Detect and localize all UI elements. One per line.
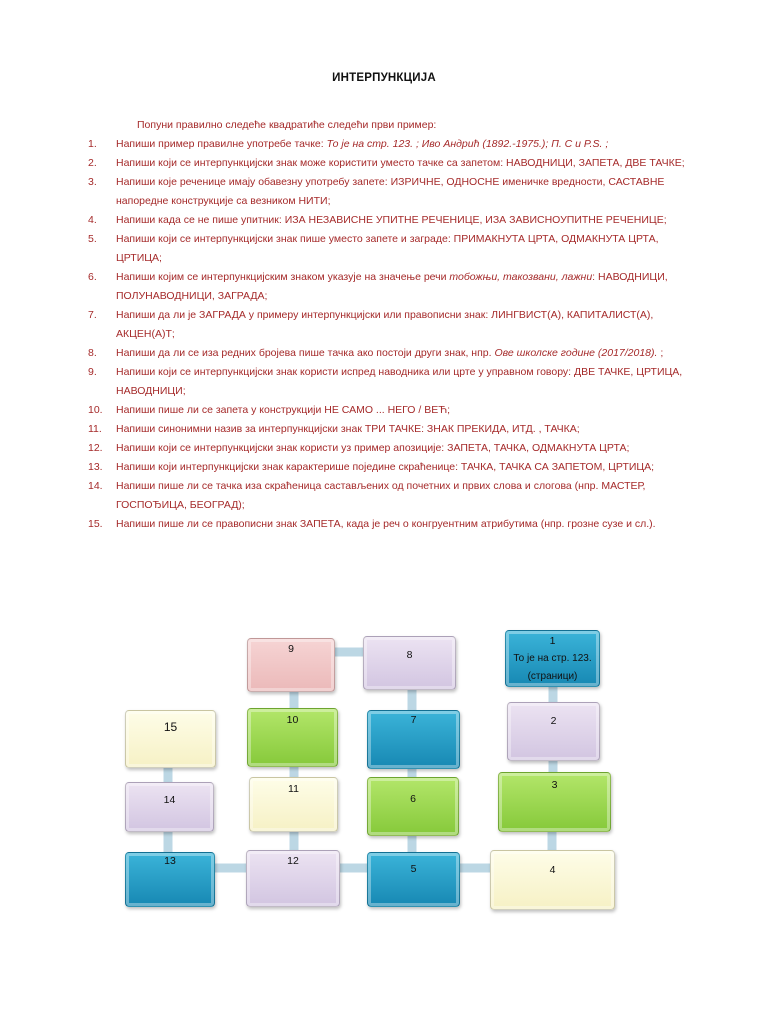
document-title: ИНТЕРПУНКЦИЈА <box>332 72 436 84</box>
box-5 <box>367 852 460 907</box>
task-number: 12. <box>88 442 103 454</box>
box-14 <box>125 782 214 832</box>
box-15 <box>125 710 216 768</box>
box-9 <box>247 638 335 692</box>
task-number: 1. <box>88 138 97 150</box>
task-text: Напиши пише ли се тачка иза скраћеница састављених од почетних и првих слова и слогова (нпр. МАСТЕР, ГОСПОЂИЦА, БЕОГРАД); <box>116 480 646 511</box>
task-text: Напиши који се интерпункцијски знак пише уместо запете и заграде: ПРИМАКНУТА ЦРТА, ОДМАКНУТА ЦРТА, ЦРТИЦА; <box>116 233 659 264</box>
box-2 <box>507 702 600 761</box>
task-number: 2. <box>88 157 97 169</box>
task-example-text: Ове школске године (2017/2018). <box>494 347 658 359</box>
task-number: 10. <box>88 404 103 416</box>
task-text: ; <box>657 347 664 359</box>
box-10 <box>247 708 338 767</box>
task-text: Напиши који се интерпункцијски знак користи испред наводника или црте у управном говору: ДВЕ ТАЧКЕ, ЦРТИЦА, НАВОДНИЦИ; <box>116 366 683 397</box>
task-item <box>88 401 688 420</box>
box-2-number: 2 <box>550 715 557 727</box>
task-number: 15. <box>88 518 103 530</box>
task-item <box>88 154 688 173</box>
task-item <box>88 458 688 477</box>
box-5-number: 5 <box>410 863 417 875</box>
task-list <box>88 135 688 534</box>
task-number: 7. <box>88 309 97 321</box>
task-example-text: тобожњи, такозвани, лажни <box>449 271 593 283</box>
task-number: 3. <box>88 176 97 188</box>
task-text: Напиши који се интерпункцијски знак може користити уместо тачке са зaпетом: НАВОДНИЦИ, ЗАПЕТА, ДВЕ ТАЧКЕ; <box>116 157 685 169</box>
task-text: Напиши који се интерпункцијски знак користи уз пример апозиције: ЗАПЕТА, ТАЧКА, ОДМАКНУТА ЦРТА; <box>116 442 630 454</box>
task-number: 9. <box>88 366 97 378</box>
task-item <box>88 420 688 439</box>
task-text: : НАВОДНИЦИ, ПОЛУНАВОДНИЦИ, ЗАГРАДА; <box>116 271 668 302</box>
task-item <box>88 515 688 534</box>
task-text: Напиши које реченице имају обавезну употребу запете: ИЗРИЧНЕ, ОДНОСНЕ именичке вредности, САСТАВНЕ напоредне конструкције са везником НИТИ; <box>116 176 665 207</box>
task-text: Напиши да ли се иза редних бројева пише тачка ако постоји други знак, нпр. <box>116 347 495 359</box>
task-item <box>88 268 688 306</box>
task-example-text: То је на стр. 123. ; Иво Андрић (1892.-1975.); П. С и P.S. ; <box>326 138 609 150</box>
task-text: Напиши када се не пише упитник: ИЗА НЕЗАВИСНЕ УПИТНЕ РЕЧЕНИЦЕ, ИЗА ЗАВИСНОУПИТНЕ РЕЧЕНИЦЕ; <box>116 214 667 226</box>
task-item <box>88 306 688 344</box>
box-7 <box>367 710 460 769</box>
box-14-number: 14 <box>163 794 176 806</box>
task-text: Напиши пример правилне употребе тачке: <box>116 138 327 150</box>
task-text: Напиши пише ли се запета у конструкцији НЕ САМО ... НЕГО / ВЕЋ; <box>116 404 451 416</box>
box-13 <box>125 852 215 907</box>
box-9-number: 9 <box>288 643 294 655</box>
box-6 <box>367 777 459 836</box>
box-7-number: 7 <box>410 714 417 726</box>
task-text: Напиши да ли је ЗАГРАДА у примеру интерпункцијски или правописни знак: ЛИНГВИСТ(А), КАПИТАЛИСТ(А), АКЦЕН(А)Т; <box>116 309 654 340</box>
task-text: Напиши пише ли се правописни знак ЗАПЕТА, када је реч о конгруентним атрибутима (нпр. грозне сузе и сл.). <box>116 518 656 530</box>
task-item <box>88 439 688 458</box>
box-11-number: 11 <box>288 783 299 795</box>
box-8 <box>363 636 456 690</box>
task-text: Напиши који интерпункцијски знак карактерише поједине скраћенице: ТАЧКА, ТАЧКА СА ЗАПЕТОМ, ЦРТИЦА; <box>116 461 655 473</box>
box-13-number: 13 <box>164 855 176 867</box>
task-number: 14. <box>88 480 103 492</box>
task-number: 5. <box>88 233 97 245</box>
box-6-number: 6 <box>410 793 416 805</box>
box-3 <box>498 772 611 832</box>
task-item <box>88 363 688 401</box>
instructions-text: Попуни правилно следеће квадратиће следећи први пример: <box>137 119 437 131</box>
task-number: 6. <box>88 271 97 283</box>
box-1-number: 1 <box>549 635 556 647</box>
box-12 <box>246 850 340 907</box>
task-text: Напиши којим се интерпункцијским знаком указује на значење речи <box>116 271 450 283</box>
box-10-number: 10 <box>286 714 299 726</box>
task-number: 11. <box>88 423 102 435</box>
box-4 <box>490 850 615 910</box>
task-number: 8. <box>88 347 97 359</box>
box-1-answer: То је на стр. 123. <box>513 653 592 664</box>
task-item <box>88 344 688 363</box>
box-8-number: 8 <box>406 649 413 661</box>
box-3-number: 3 <box>551 779 558 791</box>
box-11 <box>249 777 338 832</box>
task-number: 4. <box>88 214 97 226</box>
task-item <box>88 173 688 211</box>
box-1-note: (страници) <box>527 671 578 682</box>
task-text: Напиши синонимни назив за интерпункцијски знак ТРИ ТАЧКЕ: ЗНАК ПРЕКИДА, ИТД. , ТАЧКА; <box>116 423 580 435</box>
box-4-number: 4 <box>549 864 556 876</box>
box-12-number: 12 <box>287 855 299 867</box>
box-15-number: 15 <box>163 720 178 734</box>
box-1 <box>505 630 600 687</box>
task-number: 13. <box>88 461 103 473</box>
task-item <box>88 211 688 230</box>
task-item <box>88 477 688 515</box>
task-item <box>88 135 688 154</box>
task-item <box>88 230 688 268</box>
